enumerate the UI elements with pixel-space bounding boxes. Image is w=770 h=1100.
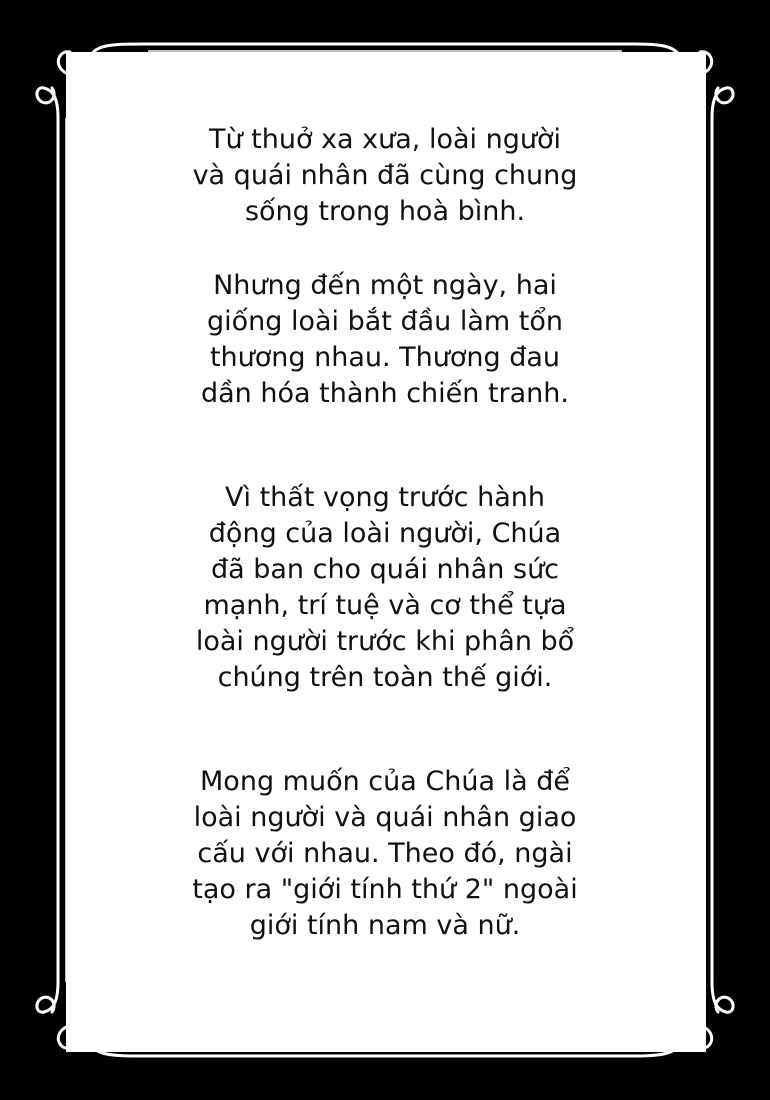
- paragraph-4: [100, 764, 670, 944]
- corner-ornament-bottom-left: [37, 982, 148, 1056]
- corner-ornament-top-left: [37, 44, 148, 118]
- text-line: tạo ra "giới tính thứ 2" ngoài: [192, 874, 578, 905]
- corner-ornament-top-right: [622, 44, 733, 118]
- text-line: loài người trước khi phân bổ: [195, 626, 575, 657]
- text-line: và quái nhân đã cùng chung: [192, 160, 578, 191]
- text-line: giới tính nam và nữ.: [249, 910, 521, 941]
- text-line: dần hóa thành chiến tranh.: [201, 378, 569, 409]
- text-line: sống trong hoà bình.: [244, 196, 526, 227]
- paragraph-2: [100, 268, 670, 412]
- text-line: mạnh, trí tuệ và cơ thể tựa: [203, 590, 567, 621]
- text-line: thương nhau. Thương đau: [209, 342, 561, 373]
- text-line: Vì thất vọng trước hành: [225, 482, 545, 513]
- text-line: giống loài bắt đầu làm tổn: [206, 306, 564, 337]
- text-line: loài người và quái nhân giao: [193, 802, 577, 833]
- text-line: cấu với nhau. Theo đó, ngài: [197, 838, 573, 869]
- text-line: đã ban cho quái nhân sức: [210, 554, 560, 585]
- text-line: Nhưng đến một ngày, hai: [213, 270, 557, 301]
- text-line: động của loài người, Chúa: [208, 518, 562, 549]
- text-line: Từ thuở xa xưa, loài người: [208, 124, 562, 155]
- paragraph-3: [100, 480, 670, 696]
- text-line: chúng trên toàn thế giới.: [217, 662, 553, 693]
- corner-ornament-bottom-right: [622, 982, 733, 1056]
- paragraph-1: [100, 122, 670, 230]
- text-line: Mong muốn của Chúa là để: [200, 766, 570, 797]
